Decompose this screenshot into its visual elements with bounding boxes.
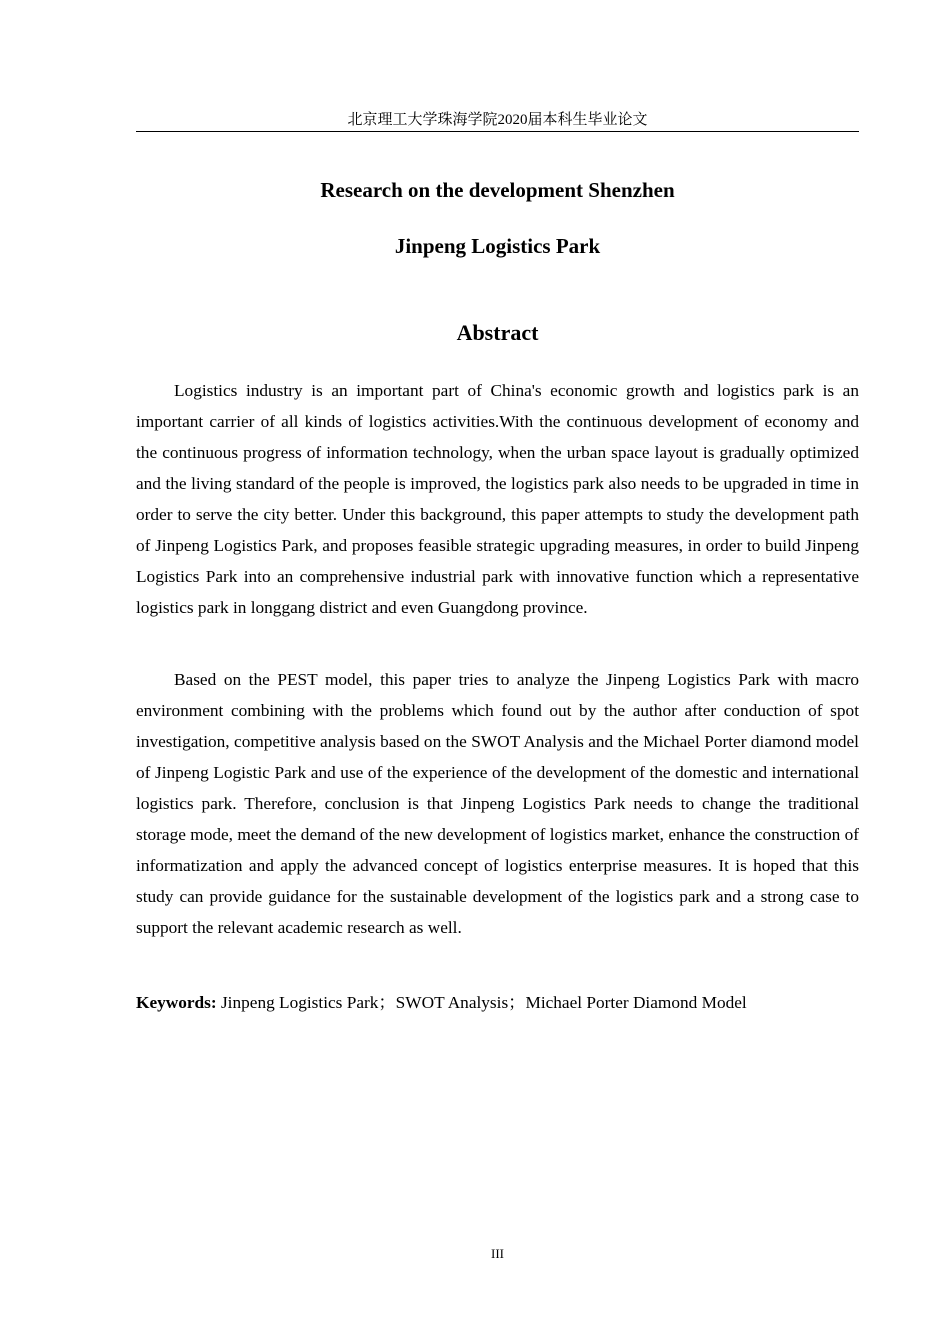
abstract-heading: Abstract (456, 320, 539, 345)
paper-title-line-1: Research on the development Shenzhen (320, 178, 675, 202)
keywords-text: Jinpeng Logistics Park；SWOT Analysis；Michael Porter Diamond Model (216, 993, 747, 1012)
running-header: 北京理工大学珠海学院2020届本科生毕业论文 (347, 112, 648, 128)
keywords-label: Keywords: (136, 993, 217, 1012)
abstract-paragraph-2: Based on the PEST model, this paper tries to analyze the Jinpeng Logistics Park with macro environment combining with the problems which found out by the author after conduction of spot investigation, competitive analysis based on the SWOT Analysis and the Michael Porter diamond model of Jinpeng Logistic Park and use of the experience of the development of the domestic and international logistics park. Therefore, conclusion is that Jinpeng Logistics Park needs to change the traditional storage mode, meet the demand of the new development of logistics market, enhance the construction of informatization and apply the advanced concept of logistics enterprise measures. It is hoped that this study can provide guidance for the sustainable development of the logistics park and a strong case to support the relevant academic research as well. (136, 670, 859, 937)
page-number: III (491, 1246, 504, 1261)
abstract-paragraph-1: Logistics industry is an important part of China's economic growth and logistics park is an important carrier of all kinds of logistics activities.With the continuous development of economy and the continuous progress of information technology, when the urban space layout is gradually optimized and the living standard of the people is improved, the logistics park also needs to be upgraded in time in order to serve the city better. Under this background, this paper attempts to study the development path of Jinpeng Logistics Park, and proposes feasible strategic upgrading measures, in order to build Jinpeng Logistics Park into an comprehensive industrial park with innovative function which a representative logistics park in longgang district and even Guangdong province. (136, 381, 859, 617)
header-rule (136, 131, 859, 132)
paper-title-line-2: Jinpeng Logistics Park (394, 234, 601, 258)
keywords-line (136, 987, 859, 1018)
